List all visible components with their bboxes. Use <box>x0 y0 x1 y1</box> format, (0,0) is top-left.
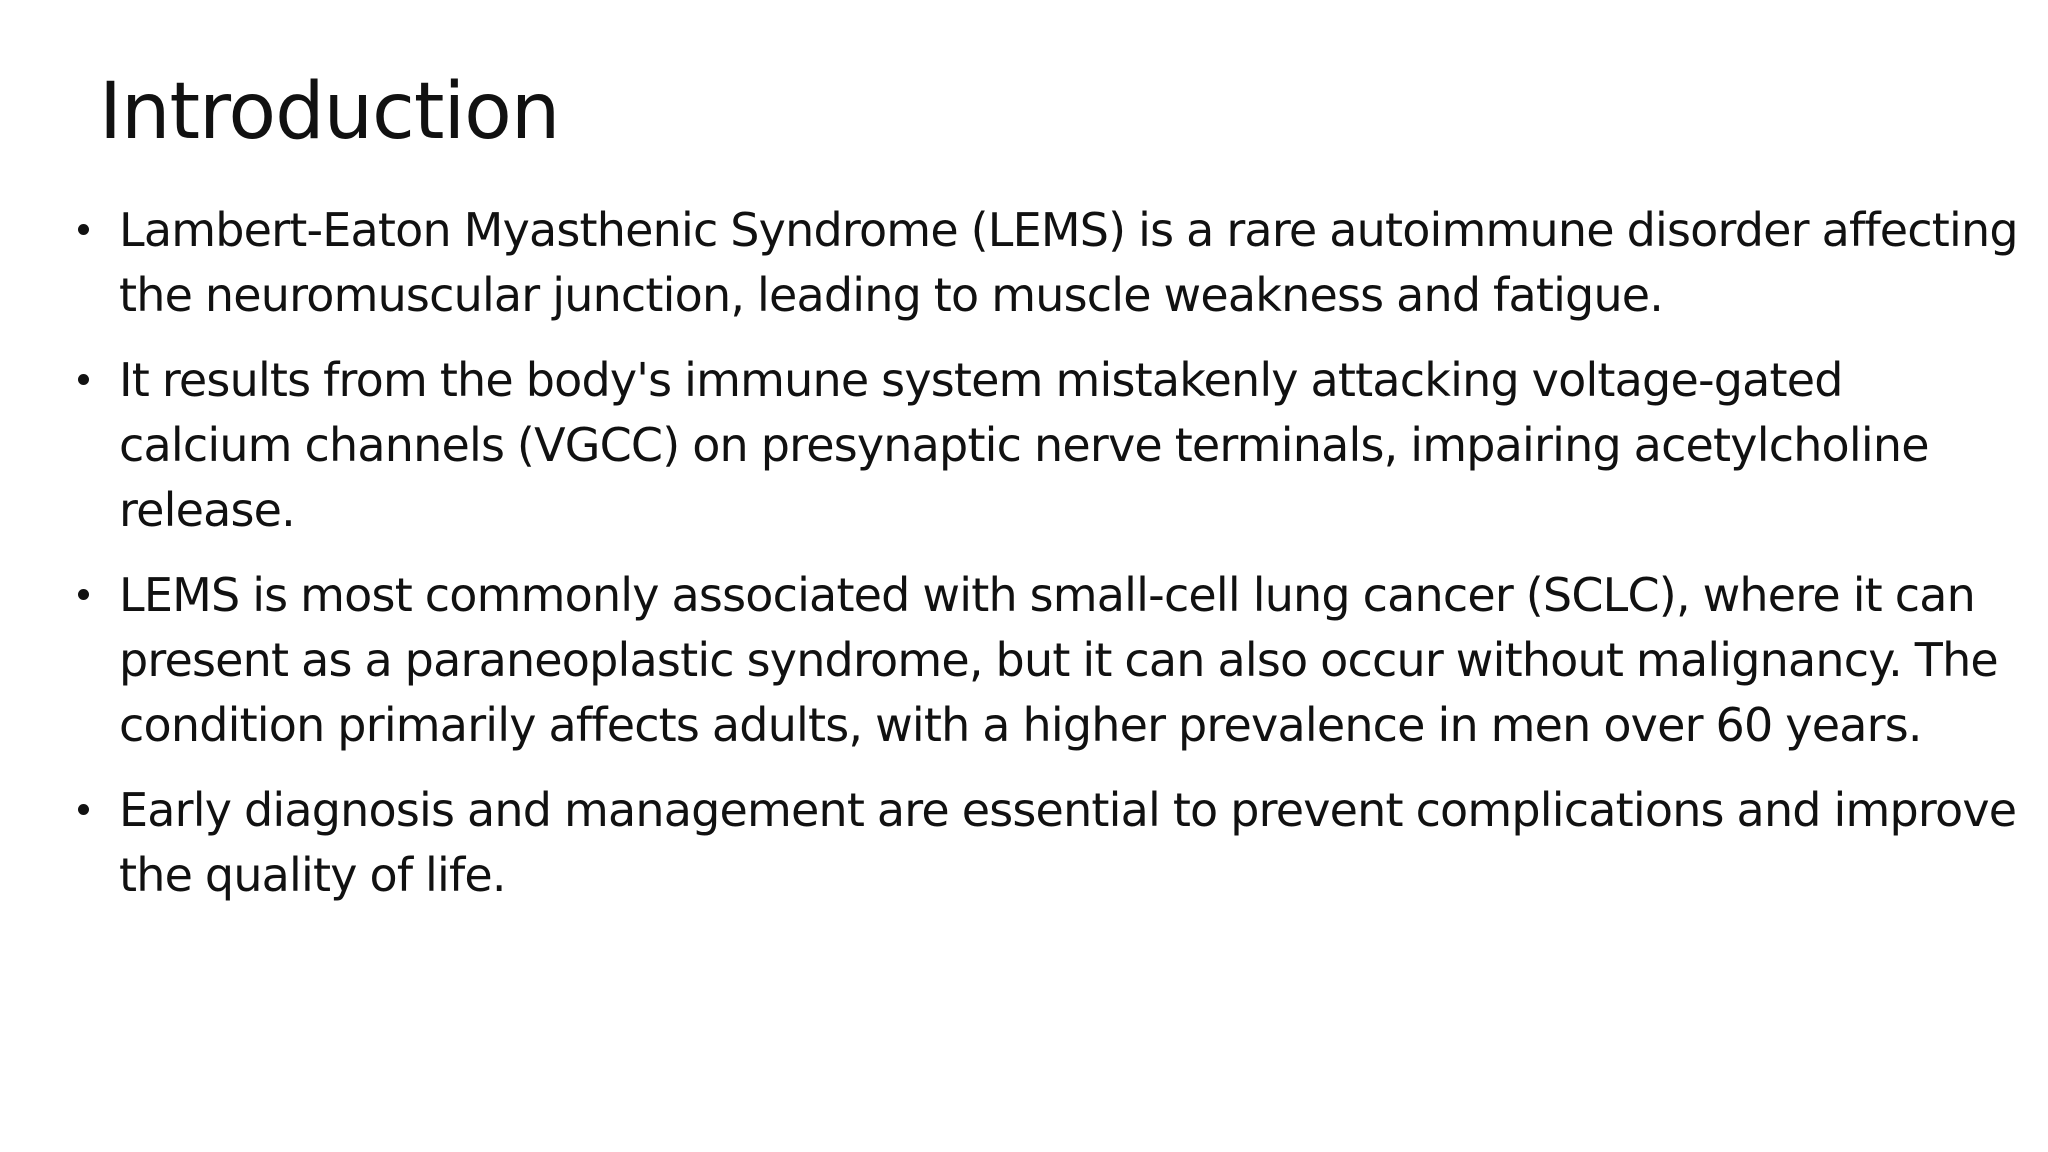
bullet-item <box>70 563 2020 758</box>
bullet-point-icon <box>78 804 89 815</box>
bullet-text: It results from the body's immune system mistakenly attacking voltage-gated calcium channels (VGCC) on presynaptic nerve terminals, impairing acetylcholine release. <box>119 353 1929 537</box>
bullet-text: LEMS is most commonly associated with small-cell lung cancer (SCLC), where it can present as a paraneoplastic syndrome, but it can also occur without malignancy. The condition primarily affects adults, with a higher prevalence in men over 60 years. <box>119 568 1998 752</box>
bullet-text: Lambert-Eaton Myasthenic Syndrome (LEMS) is a rare autoimmune disorder affecting the neuromuscular junction, leading to muscle weakness and fatigue. <box>119 203 2018 322</box>
bullet-point-icon <box>78 589 89 600</box>
bullet-list <box>70 198 2020 928</box>
bullet-item <box>70 348 2020 543</box>
bullet-point-icon <box>78 224 89 235</box>
bullet-point-icon <box>78 374 89 385</box>
slide-title: Introduction <box>99 67 560 157</box>
bullet-item <box>70 778 2020 908</box>
bullet-text: Early diagnosis and management are essential to prevent complications and improve the quality of life. <box>119 783 2017 902</box>
bullet-item <box>70 198 2020 328</box>
